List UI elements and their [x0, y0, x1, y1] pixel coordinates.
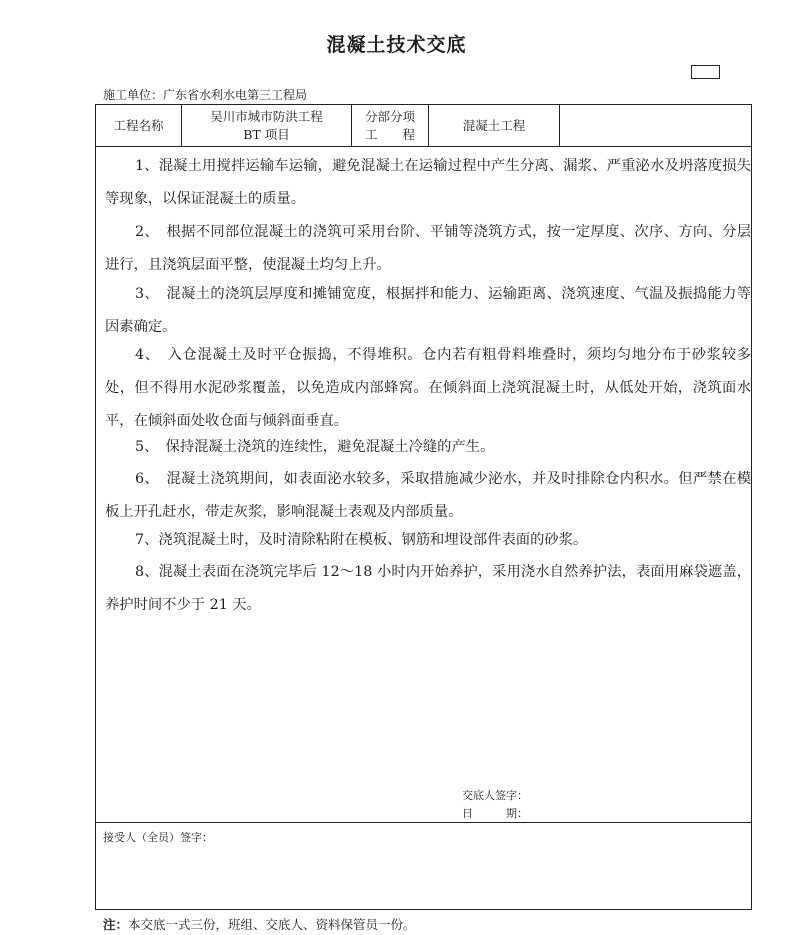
project-name-label: 工程名称: [113, 117, 164, 133]
receiver-signature-label: 接受人（全员）签字：: [103, 831, 213, 844]
header-row: [96, 105, 751, 147]
discloser-signature-label: 交底人签字：: [462, 789, 528, 802]
document-title: 混凝土技术交底: [326, 34, 467, 56]
footnote: [103, 915, 416, 933]
paragraph-6: 6、 混凝土浇筑期间，如表面泌水较多，采取措施减少泌水，并及时排除仓内积水。但严禁在模板上开孔赶水，带走灰浆，影响混凝土表观及内部质量。: [105, 471, 751, 520]
paragraph-5: 5、 保持混凝土浇筑的连续性，避免混凝土冷缝的产生。: [135, 439, 495, 455]
footnote-text: 本交底一式三份，班组、交底人、资料保管员一份。: [128, 917, 416, 932]
paragraph-3: 3、 混凝土的浇筑层厚度和摊铺宽度，根据拌和能力、运输距离、浇筑速度、气温及振捣能力等因素确定。: [105, 286, 751, 335]
project-name-label-cell: [96, 105, 182, 146]
sub-project-value-cell: [429, 105, 560, 146]
sub-project-label-cell: [352, 105, 429, 146]
paragraph-4: 4、 入仓混凝土及时平仓振捣，不得堆积。仓内若有粗骨料堆叠时，须均匀地分布于砂浆较多处，但不得用水泥砂浆覆盖，以免造成内部蜂窝。在倾斜面上浇筑混凝土时，从低处开始，浇筑面水平，在倾斜面处收仓面与倾斜面垂直。: [105, 347, 751, 429]
sub-project-value: 混凝土工程: [462, 117, 526, 133]
construction-unit: 施工单位：广东省水利水电第三工程局: [103, 88, 308, 102]
footnote-prefix: 注：: [103, 917, 129, 932]
paragraph-7: 7、浇筑混凝土时，及时清除粘附在模板、钢筋和埋设部件表面的砂浆。: [135, 532, 588, 548]
project-name-line2: BT 项目: [243, 126, 290, 142]
date-label: 日 期：: [462, 807, 528, 820]
paragraph-8: 8、混凝土表面在浇筑完毕后 12～18 小时内开始养护，采用浇水自然养护法，表面用麻袋遮盖，养护时间不少于 21 天。: [105, 564, 751, 613]
paragraph-2: 2、 根据不同部位混凝土的浇筑可采用台阶、平铺等浇筑方式，按一定厚度、次序、方向、分层进行，且浇筑层面平整，使混凝土均匀上升。: [105, 224, 751, 273]
project-name-line1: 吴川市城市防洪工程: [210, 108, 323, 124]
blank-header-cell: [560, 105, 752, 146]
document-number-box: [691, 65, 720, 79]
sub-project-label-line1: 分部分项: [364, 108, 415, 124]
disclosure-table: [95, 104, 752, 910]
paragraph-1: 1、混凝土用搅拌运输车运输，避免混凝土在运输过程中产生分离、漏浆、严重泌水及坍落度损失等现象，以保证混凝土的质量。: [105, 158, 751, 207]
disclosure-content: [96, 147, 751, 823]
sub-project-label-line2: 工 程: [364, 126, 415, 142]
project-name-cell: [182, 105, 352, 146]
